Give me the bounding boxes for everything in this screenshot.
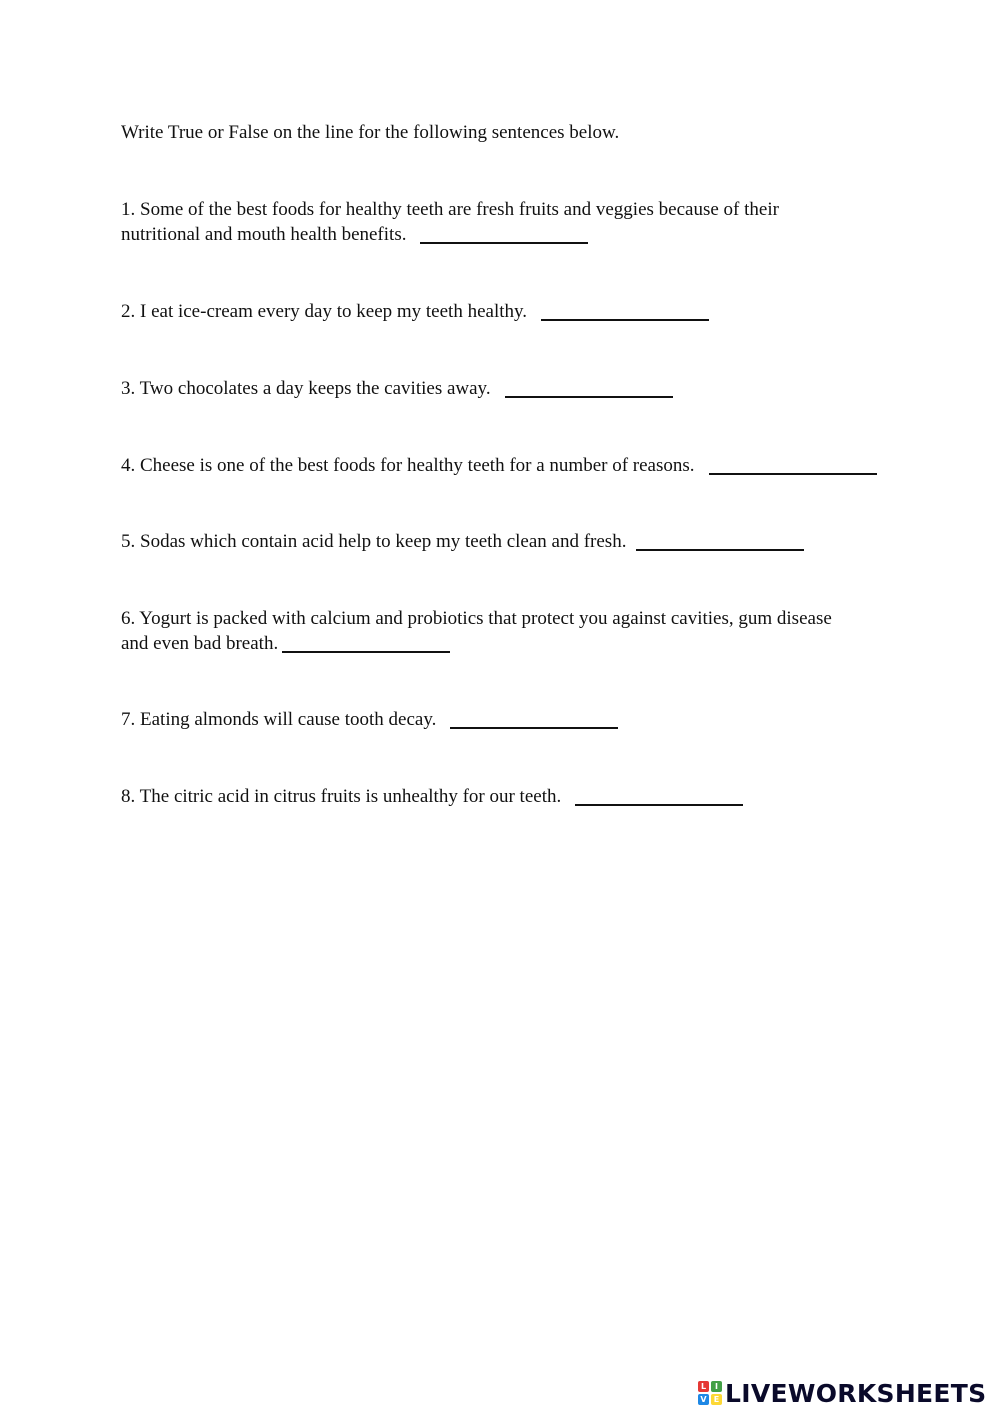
logo-icon — [698, 1381, 722, 1405]
question-7 — [121, 707, 618, 732]
logo-tile-e: E — [711, 1394, 722, 1405]
question-4 — [121, 453, 877, 478]
question-3-text: 3. Two chocolates a day keeps the cavities away. — [121, 378, 491, 399]
answer-blank-7[interactable] — [450, 727, 618, 729]
question-1 — [121, 197, 779, 247]
liveworksheets-logo — [698, 1378, 986, 1408]
question-8 — [121, 784, 743, 809]
answer-blank-2[interactable] — [541, 319, 709, 321]
question-3 — [121, 376, 673, 401]
question-8-text: 8. The citric acid in citrus fruits is unhealthy for our teeth. — [121, 786, 562, 807]
answer-blank-1[interactable] — [420, 242, 588, 244]
logo-tile-v: V — [698, 1394, 709, 1405]
question-5 — [121, 529, 804, 554]
question-2 — [121, 299, 709, 324]
instructions-text: Write True or False on the line for the following sentences below. — [121, 122, 620, 143]
question-6-text-line2: and even bad breath. — [121, 633, 279, 654]
answer-blank-4[interactable] — [709, 473, 877, 475]
logo-tile-l: L — [698, 1381, 709, 1392]
question-7-text: 7. Eating almonds will cause tooth decay. — [121, 709, 437, 730]
brand-name: LIVEWORKSHEETS — [725, 1378, 987, 1408]
answer-blank-5[interactable] — [636, 549, 804, 551]
question-4-text: 4. Cheese is one of the best foods for healthy teeth for a number of reasons. — [121, 455, 695, 476]
answer-blank-6[interactable] — [282, 651, 450, 653]
question-5-text: 5. Sodas which contain acid help to keep my teeth clean and fresh. — [121, 531, 627, 552]
answer-blank-8[interactable] — [575, 804, 743, 806]
question-6 — [121, 606, 832, 656]
logo-tile-i: I — [711, 1381, 722, 1392]
answer-blank-3[interactable] — [505, 396, 673, 398]
question-2-text: 2. I eat ice-cream every day to keep my teeth healthy. — [121, 301, 528, 322]
question-1-text-line2: nutritional and mouth health benefits. — [121, 224, 407, 245]
question-1-text-line1: 1. Some of the best foods for healthy teeth are fresh fruits and veggies because of their — [121, 199, 779, 220]
question-6-text-line1: 6. Yogurt is packed with calcium and probiotics that protect you against cavities, gum disease — [121, 608, 832, 629]
